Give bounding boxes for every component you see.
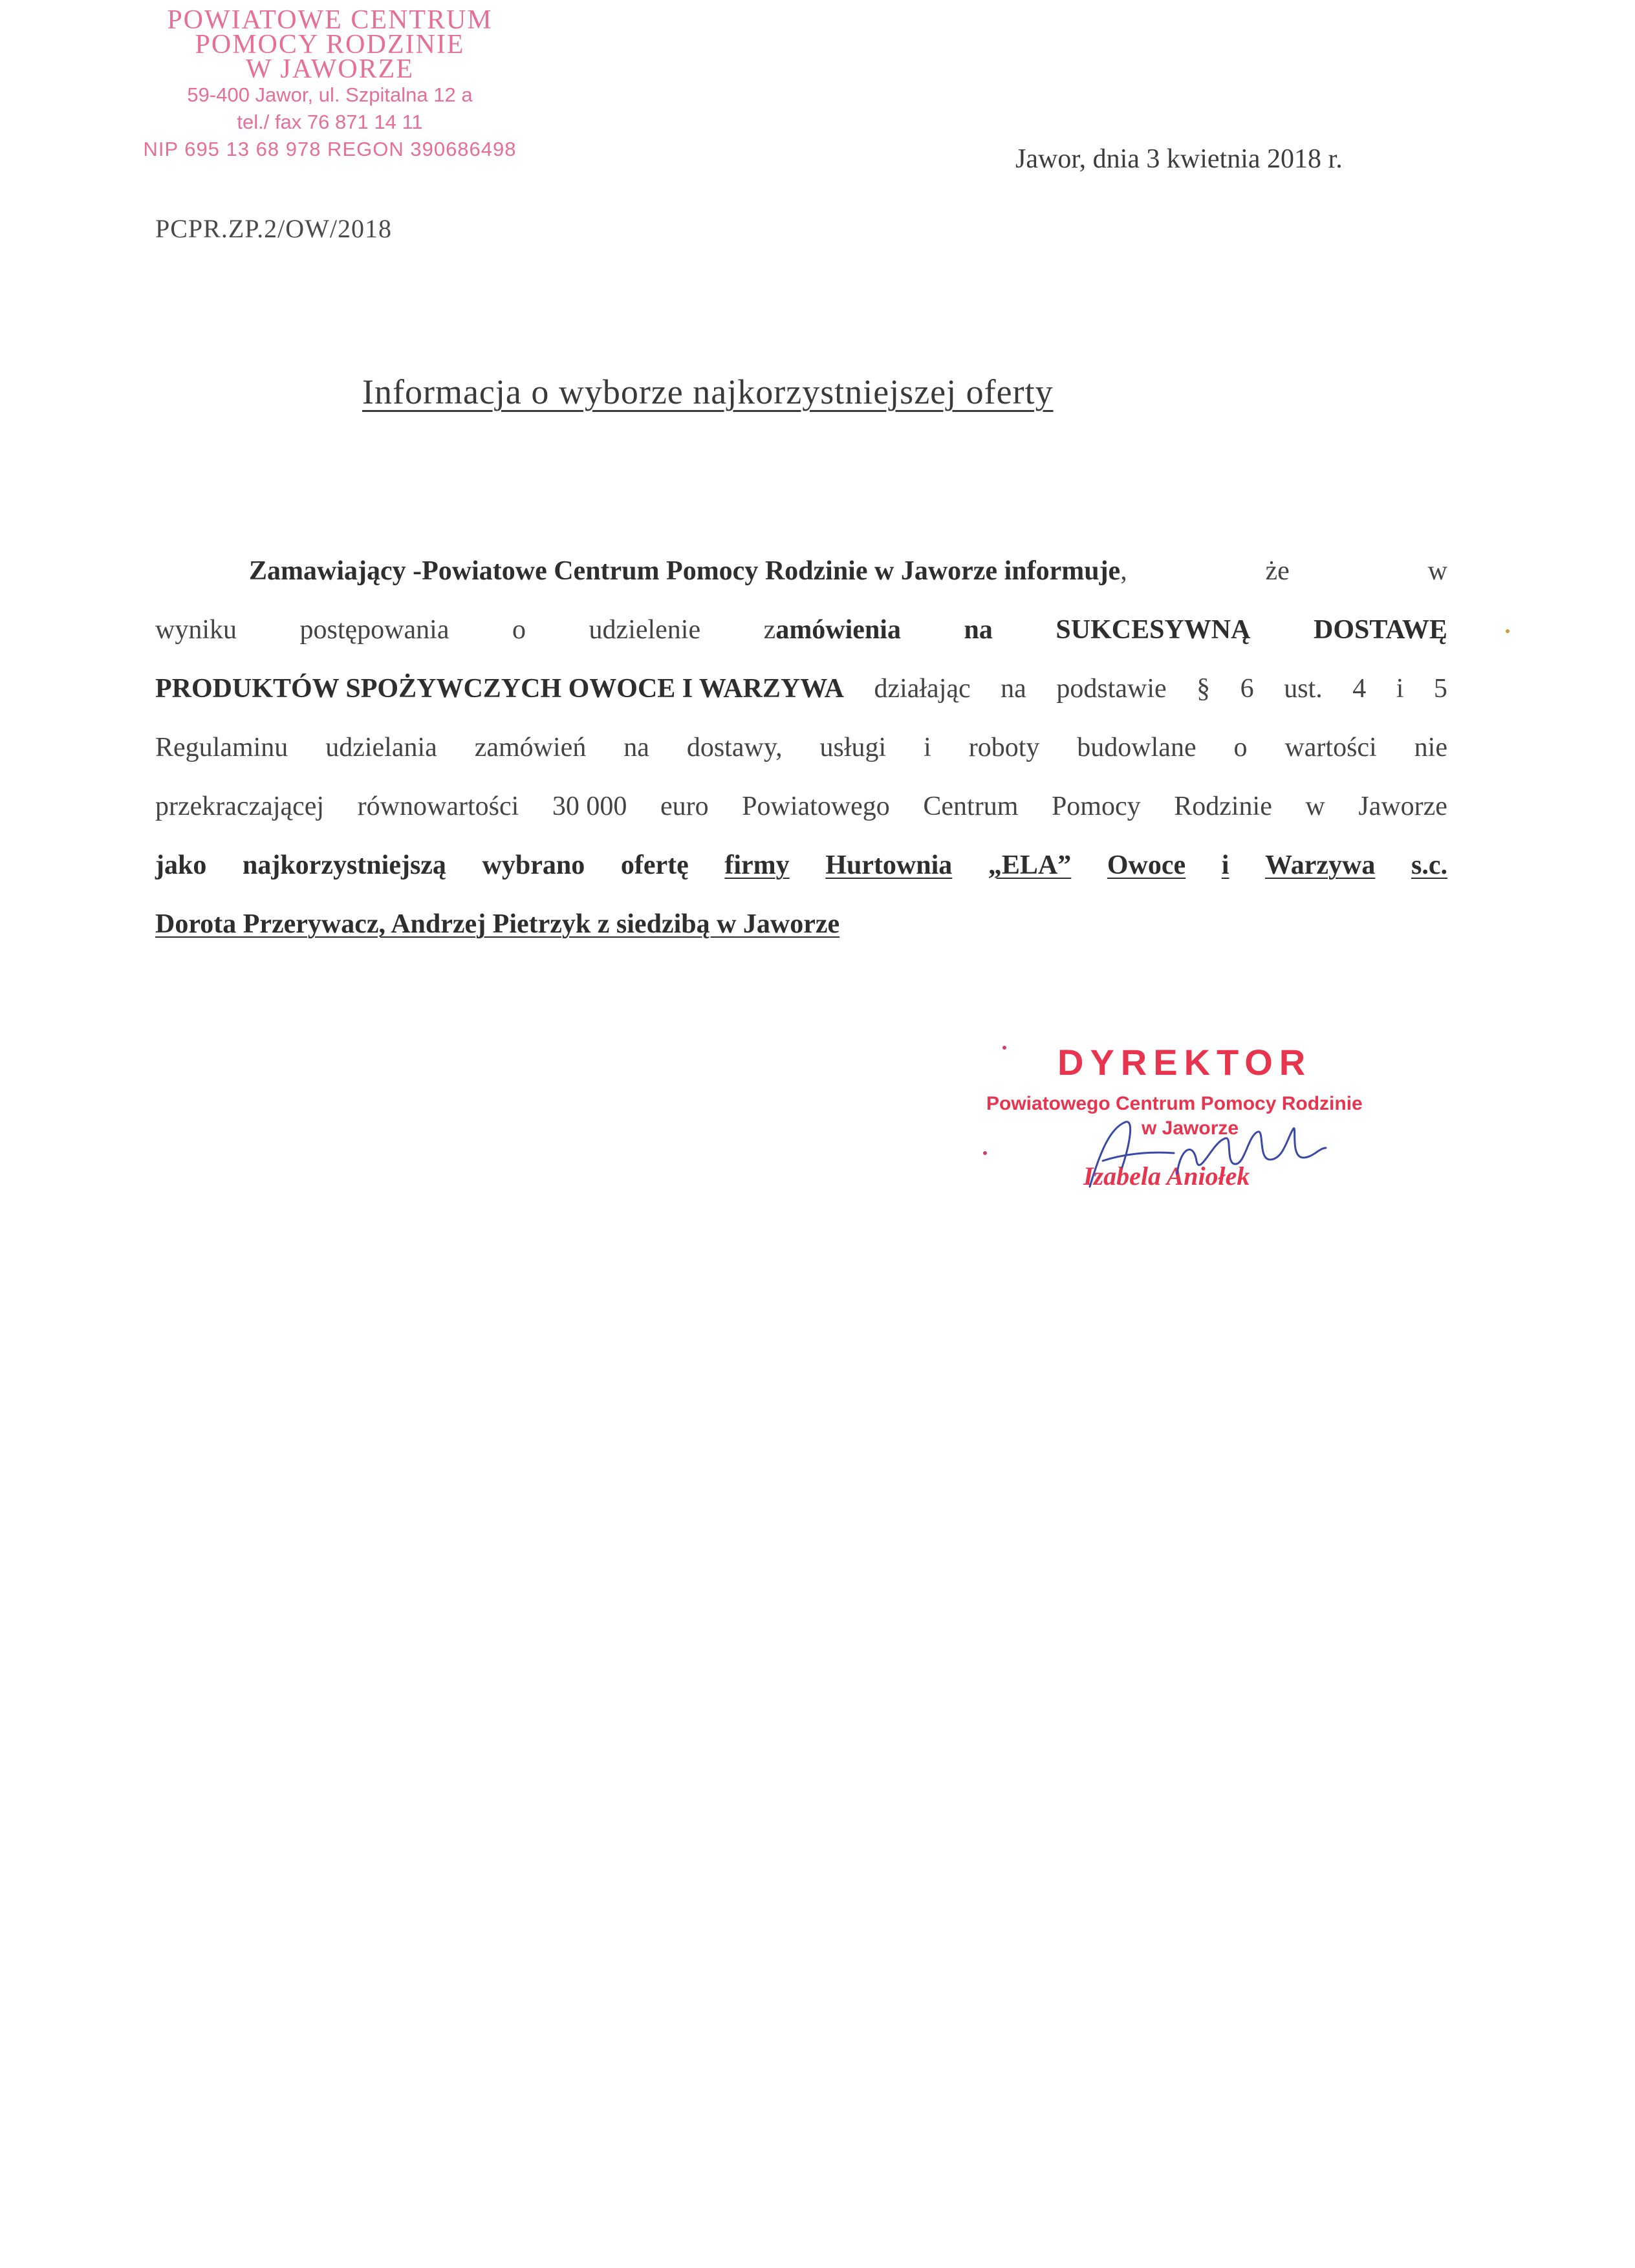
body-text: działając	[874, 674, 971, 704]
stamp-city: w Jaworze	[1142, 1118, 1239, 1139]
body-text: o	[1233, 733, 1248, 762]
body-text: Regulaminu	[155, 733, 288, 762]
body-text: w	[1427, 556, 1447, 586]
body-text: 4	[1352, 674, 1367, 704]
company-name: Owoce	[1107, 850, 1186, 880]
company-name: firmy	[724, 850, 790, 880]
body-text: 6	[1240, 674, 1254, 704]
body-line-3	[155, 660, 1447, 718]
reference-number: PCPR.ZP.2/OW/2018	[155, 214, 392, 243]
body-text: na	[623, 733, 649, 762]
body-text: §	[1196, 674, 1211, 704]
body-text: euro	[660, 792, 709, 821]
header-stamp	[120, 5, 540, 163]
body-text: najkorzystniejszą	[242, 850, 446, 880]
body-text: Zamawiający -Powiatowe Centrum Pomocy Rodzinie w Jaworze informuje	[249, 556, 1121, 586]
body-text: w	[1305, 792, 1325, 821]
body-text: ofertę	[620, 850, 689, 880]
body-text: udzielania	[325, 733, 437, 762]
body-text: SUKCESYWNĄ	[1056, 615, 1251, 645]
body-text: Jaworze	[1358, 792, 1447, 821]
stamp-phone: tel./ fax 76 871 14 11	[237, 111, 423, 133]
body-text: i	[1396, 674, 1404, 704]
body-line-4	[155, 718, 1447, 777]
company-name: Warzywa	[1265, 850, 1376, 880]
stamp-line-1: POWIATOWE CENTRUM	[167, 5, 493, 35]
stamp-organization: Powiatowego Centrum Pomocy Rodzinie	[986, 1093, 1363, 1114]
scan-speck	[983, 1151, 987, 1155]
body-text: równowartości	[357, 792, 519, 821]
body-line-5	[155, 777, 1447, 836]
body-text: roboty	[968, 733, 1040, 762]
body-text: PRODUKTÓW SPOŻYWCZYCH OWOCE I WARZYWA	[155, 674, 844, 704]
body-line-1	[155, 542, 1447, 601]
scan-speck	[1002, 1046, 1006, 1050]
body-text: na	[1001, 674, 1026, 704]
body-text: i	[924, 733, 931, 762]
body-text: Pomocy	[1051, 792, 1141, 821]
body-line-7	[155, 895, 1447, 954]
body-text: amówienia	[775, 615, 901, 645]
stamp-line-3: W JAWORZE	[246, 54, 414, 84]
company-name: i	[1221, 850, 1229, 880]
scan-speck	[1506, 629, 1510, 633]
body-text: DOSTAWĘ	[1313, 615, 1447, 645]
body-text: dostawy,	[686, 733, 783, 762]
body-text: jako	[155, 850, 207, 880]
body-text: Centrum	[923, 792, 1019, 821]
body-line-2	[155, 601, 1447, 660]
document-title: Informacja o wyborze najkorzystniejszej oferty	[362, 373, 1054, 411]
document-date: Jawor, dnia 3 kwietnia 2018 r.	[1015, 144, 1343, 174]
body-text: Powiatowego	[742, 792, 890, 821]
body-text: 30 000	[552, 792, 627, 821]
body-text: udzielenie	[589, 615, 701, 645]
stamp-line-2: POMOCY RODZINIE	[195, 30, 465, 59]
company-name: Hurtownia	[825, 850, 953, 880]
body-text: wartości	[1284, 733, 1377, 762]
stamp-address: 59-400 Jawor, ul. Szpitalna 12 a	[187, 83, 473, 106]
body-text: przekraczającej	[155, 792, 325, 821]
body-text: zamówień	[474, 733, 587, 762]
body-text: wyniku	[155, 615, 237, 645]
body-text: 5	[1433, 674, 1447, 704]
body-text: budowlane	[1077, 733, 1196, 762]
signature-stamp	[980, 1041, 1407, 1203]
stamp-name: Izabela Aniołek	[1083, 1161, 1250, 1191]
body-text: wybrano	[482, 850, 585, 880]
body-text: usługi	[819, 733, 887, 762]
body-text: na	[964, 615, 993, 645]
company-owners: Dorota Przerywacz, Andrzej Pietrzyk z siedzibą w Jaworze	[155, 909, 840, 939]
company-name: „ELA”	[988, 850, 1072, 880]
body-text: z	[763, 615, 776, 645]
handwritten-signature	[1064, 1103, 1348, 1200]
company-name: s.c.	[1411, 850, 1447, 880]
body-text: ust.	[1284, 674, 1323, 704]
body-text: nie	[1414, 733, 1447, 762]
stamp-role: DYREKTOR	[1057, 1042, 1312, 1083]
body-line-6	[155, 836, 1447, 895]
stamp-ids: NIP 695 13 68 978 REGON 390686498	[143, 138, 517, 160]
body-text: że	[1265, 556, 1290, 586]
document-body	[155, 542, 1447, 954]
body-text: podstawie	[1056, 674, 1167, 704]
body-text: Rodzinie	[1174, 792, 1272, 821]
body-text: postępowania	[299, 615, 449, 645]
body-text: ,	[1120, 556, 1127, 586]
body-text: o	[512, 615, 526, 645]
